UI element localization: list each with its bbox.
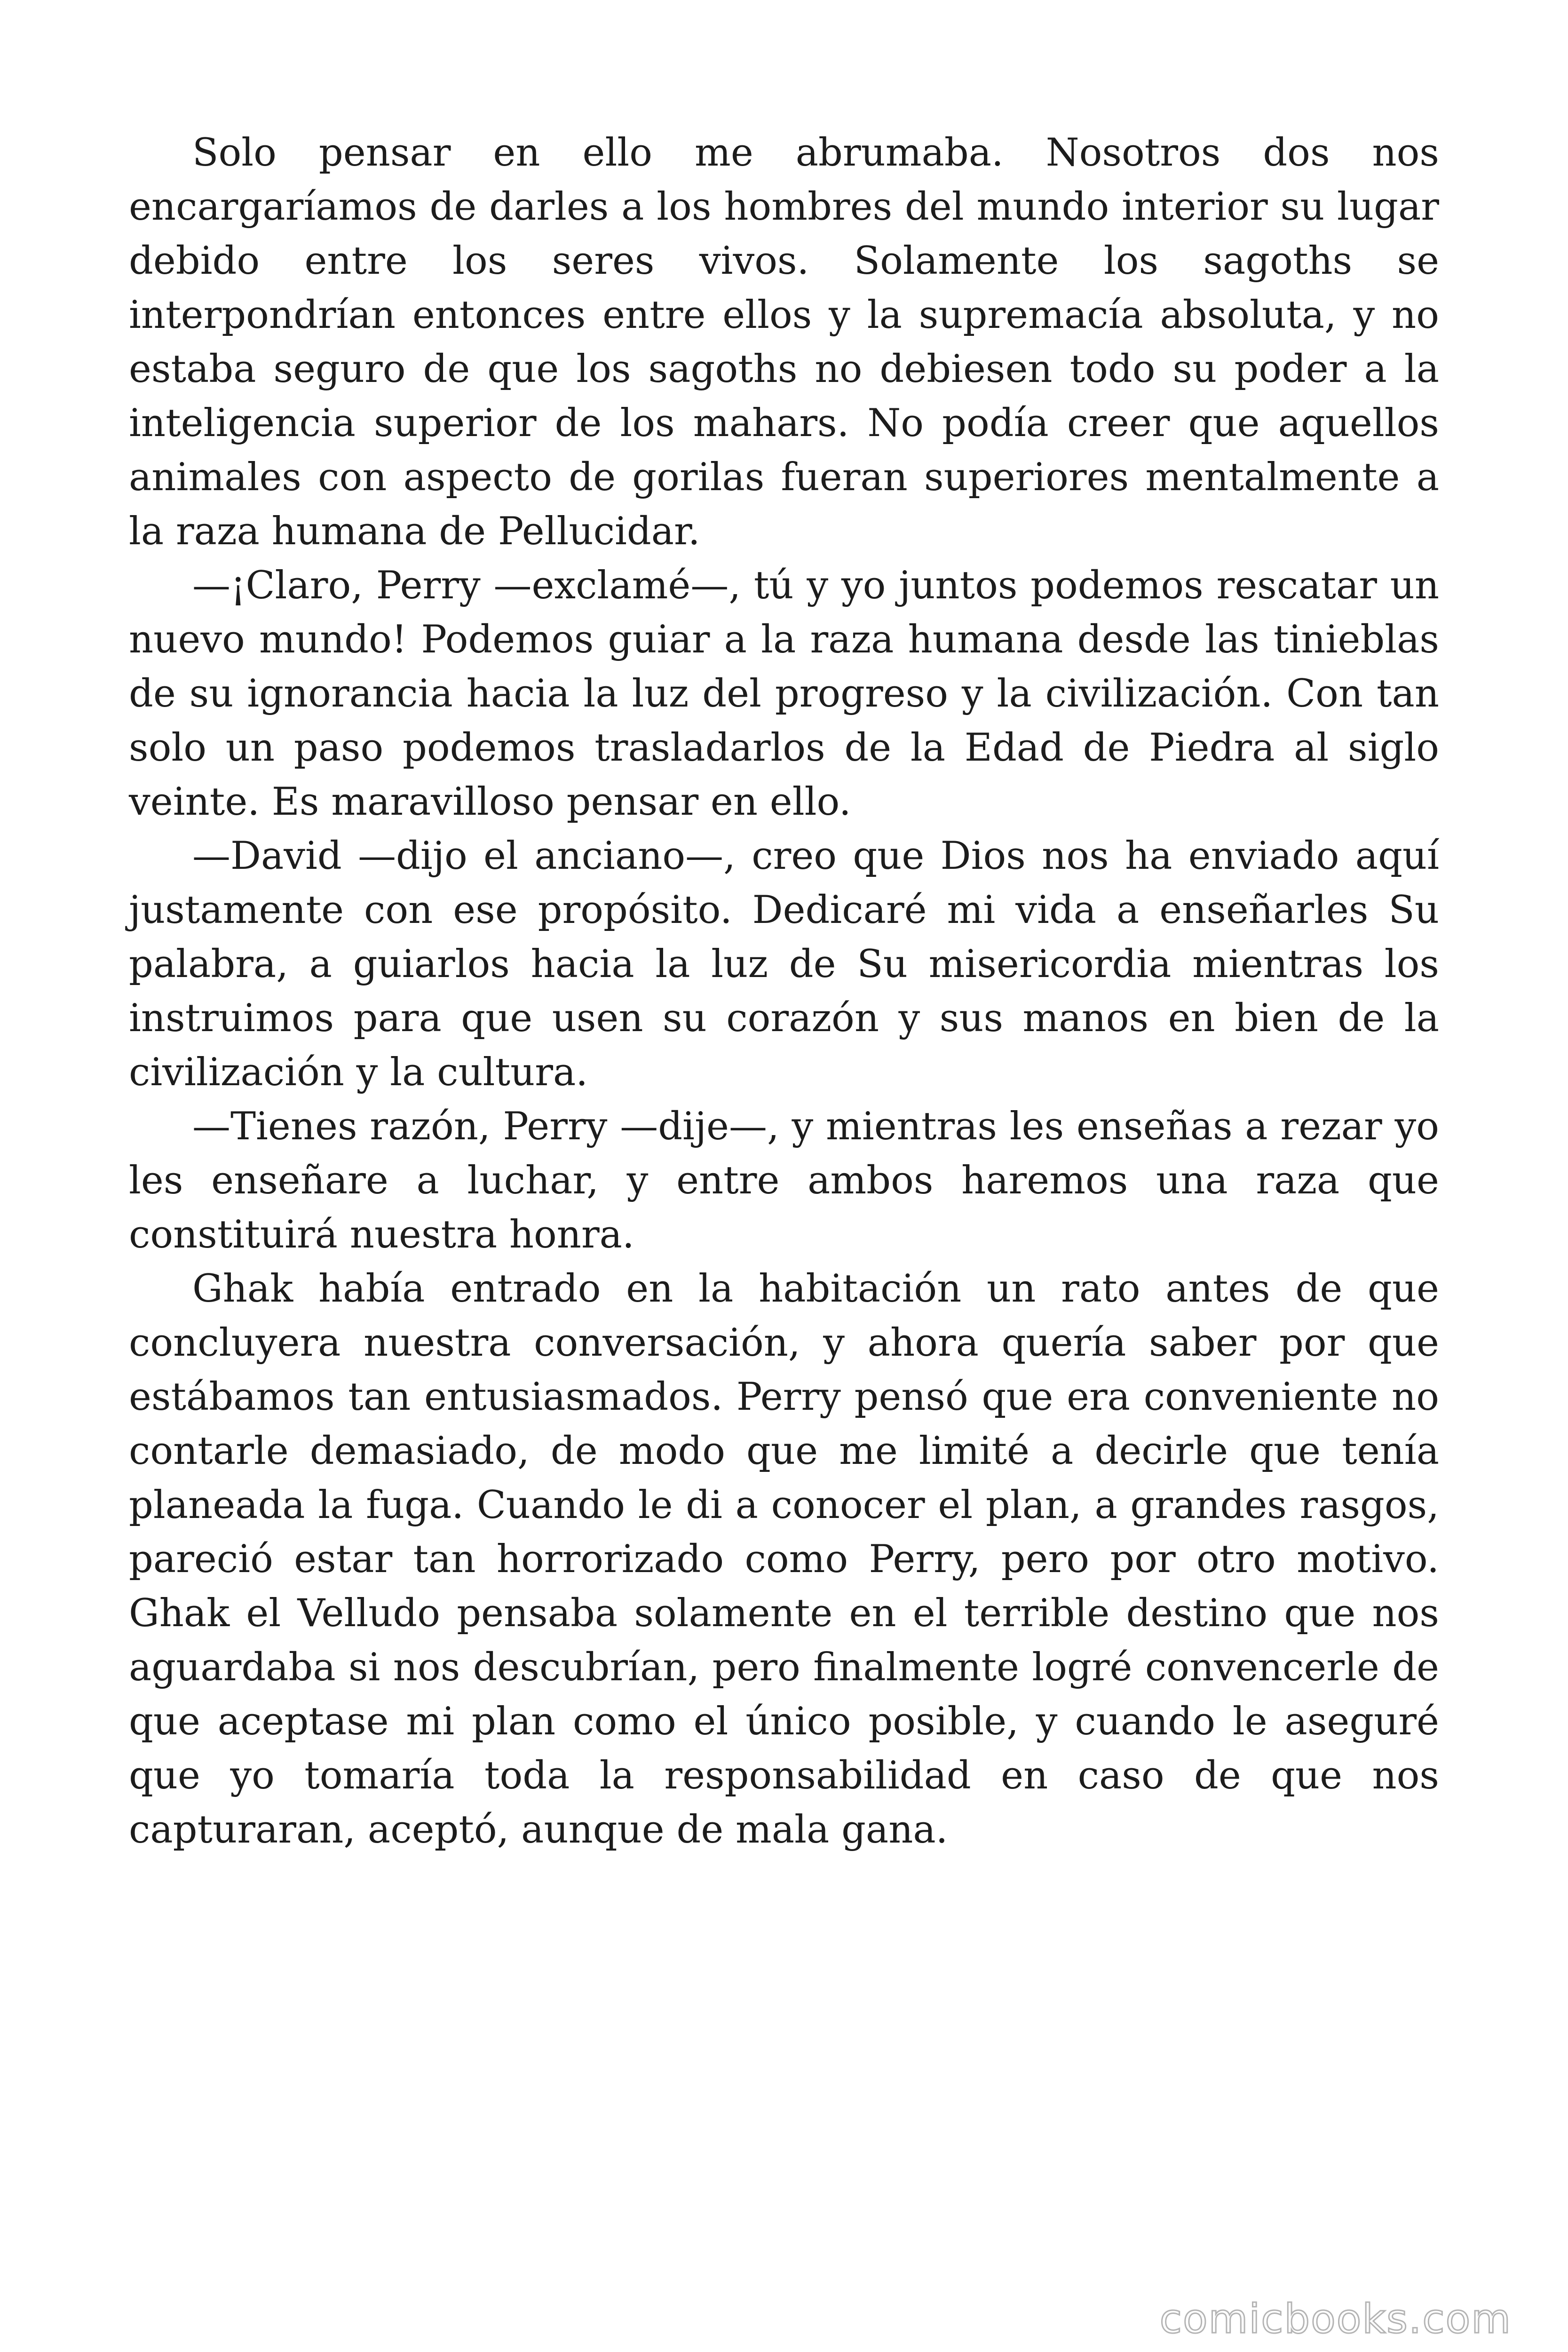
paragraph: Solo pensar en ello me abrumaba. Nosotros dos nos encargaríamos de darles a los hombres del mundo interior su lugar debido entre los seres vivos. Solamente los sagoths se interpondrían entonces entre ellos y la supremacía absoluta, y no estaba seguro de que los sagoths no debiesen todo su poder a la inteligencia superior de los mahars. No podía creer que aquellos animales con aspecto de gorilas fueran superiores mentalmente a la raza humana de Pellucidar.	[129, 131, 1439, 554]
paragraph: —Tienes razón, Perry —dije—, y mientras les enseñas a rezar yo les enseñare a luchar, y entre ambos haremos una raza que constituirá nuestra honra.	[129, 1104, 1439, 1257]
paragraph: —¡Claro, Perry —exclamé—, tú y yo juntos podemos rescatar un nuevo mundo! Podemos guiar a la raza humana desde las tinieblas de su ignorancia hacia la luz del progreso y la civilización. Con tan solo un paso podemos trasladarlos de la Edad de Piedra al siglo veinte. Es maravilloso pensar en ello.	[129, 564, 1439, 824]
watermark: comicbooks.com	[1159, 2296, 1512, 2343]
paragraph: Ghak había entrado en la habitación un rato antes de que concluyera nuestra conversación, y ahora quería saber por que estábamos tan entusiasmados. Perry pensó que era conveniente no contarle demasiado, de modo que me limité a decirle que tenía planeada la fuga. Cuando le di a conocer el plan, a grandes rasgos, pareció estar tan horrorizado como Perry, pero por otro motivo. Ghak el Velludo pensaba solamente en el terrible destino que nos aguardaba si nos descubrían, pero finalmente logré convencerle de que aceptase mi plan como el único posible, y cuando le aseguré que yo tomaría toda la responsabilidad en caso de que nos capturaran, aceptó, aunque de mala gana.	[129, 1267, 1439, 1852]
paragraph: —David —dijo el anciano—, creo que Dios nos ha enviado aquí justamente con ese propósito. Dedicaré mi vida a enseñarles Su palabra, a guiarlos hacia la luz de Su misericordia mientras los instruimos para que usen su corazón y sus manos en bien de la civilización y la cultura.	[129, 834, 1439, 1095]
body-text	[129, 126, 1439, 1857]
